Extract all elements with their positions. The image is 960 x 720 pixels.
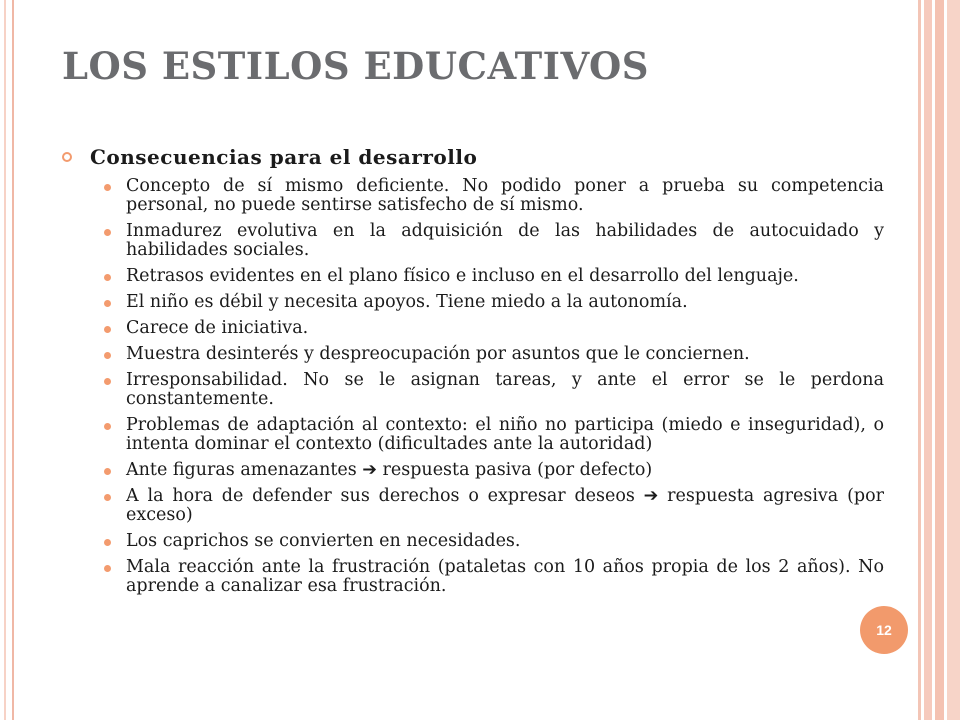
list-item-text: Concepto de sí mismo deficiente. No podido poner a prueba su competencia personal, no puede sentirse satisfecho de sí mismo.: [126, 176, 884, 215]
list-item-text: El niño es débil y necesita apoyos. Tiene miedo a la autonomía.: [126, 292, 688, 312]
list-item-text: Retrasos evidentes en el plano físico e incluso en el desarrollo del lenguaje.: [126, 266, 799, 286]
list-item: [104, 222, 884, 260]
bullet-dot-icon: [104, 378, 111, 385]
list-item-text: Problemas de adaptación al contexto: el niño no participa (miedo e inseguridad), o intenta dominar el contexto (dificultades ante la autoridad): [126, 415, 884, 454]
bullet-dot-icon: [104, 229, 111, 236]
stripe: [947, 0, 960, 720]
bullet-dot-icon: [104, 352, 111, 359]
list-item: [104, 267, 884, 286]
page-number: 12: [876, 622, 892, 638]
ring-bullet-icon: [62, 152, 72, 162]
bullet-dot-icon: [104, 326, 111, 333]
slide-title: LOS ESTILOS EDUCATIVOS: [62, 44, 649, 88]
bullet-dot-icon: [104, 565, 111, 572]
list-item: [104, 532, 884, 551]
consequences-list: [104, 177, 884, 596]
stripe: [924, 0, 932, 720]
list-item-text: Inmadurez evolutiva en la adquisición de las habilidades de autocuidado y habilidades sociales.: [126, 221, 884, 260]
list-item: [104, 319, 884, 338]
stripe: [935, 0, 944, 720]
list-item: [104, 558, 884, 596]
list-item: [104, 177, 884, 215]
bullet-dot-icon: [104, 300, 111, 307]
left-decorative-border: [0, 0, 14, 720]
list-item: [104, 461, 884, 480]
list-item-text: Irresponsabilidad. No se le asignan tareas, y ante el error se le perdona constantemente.: [126, 370, 884, 409]
list-item: [104, 371, 884, 409]
section-heading-row: [62, 145, 910, 175]
bullet-dot-icon: [104, 494, 111, 501]
bullet-dot-icon: [104, 423, 111, 430]
right-decorative-stripes: [918, 0, 960, 720]
stripe: [918, 0, 921, 720]
list-item-text: Ante figuras amenazantes ➔ respuesta pasiva (por defecto): [126, 460, 653, 480]
bullet-dot-icon: [104, 539, 111, 546]
content-section: [62, 145, 910, 603]
list-item-text: Muestra desinterés y despreocupación por asuntos que le conciernen.: [126, 344, 750, 364]
list-item-text: Carece de iniciativa.: [126, 318, 309, 338]
list-item: [104, 345, 884, 364]
list-item: [104, 416, 884, 454]
list-item-text: Los caprichos se convierten en necesidades.: [126, 531, 521, 551]
list-item: [104, 293, 884, 312]
page-number-badge: [860, 606, 908, 654]
section-heading: Consecuencias para el desarrollo: [90, 145, 478, 169]
list-item-text: Mala reacción ante la frustración (pataletas con 10 años propia de los 2 años). No aprende a canalizar esa frustración.: [126, 557, 884, 596]
list-item-text: A la hora de defender sus derechos o expresar deseos ➔ respuesta agresiva (por exceso): [126, 486, 884, 525]
bullet-dot-icon: [104, 468, 111, 475]
list-item: [104, 487, 884, 525]
bullet-dot-icon: [104, 184, 111, 191]
bullet-dot-icon: [104, 274, 111, 281]
